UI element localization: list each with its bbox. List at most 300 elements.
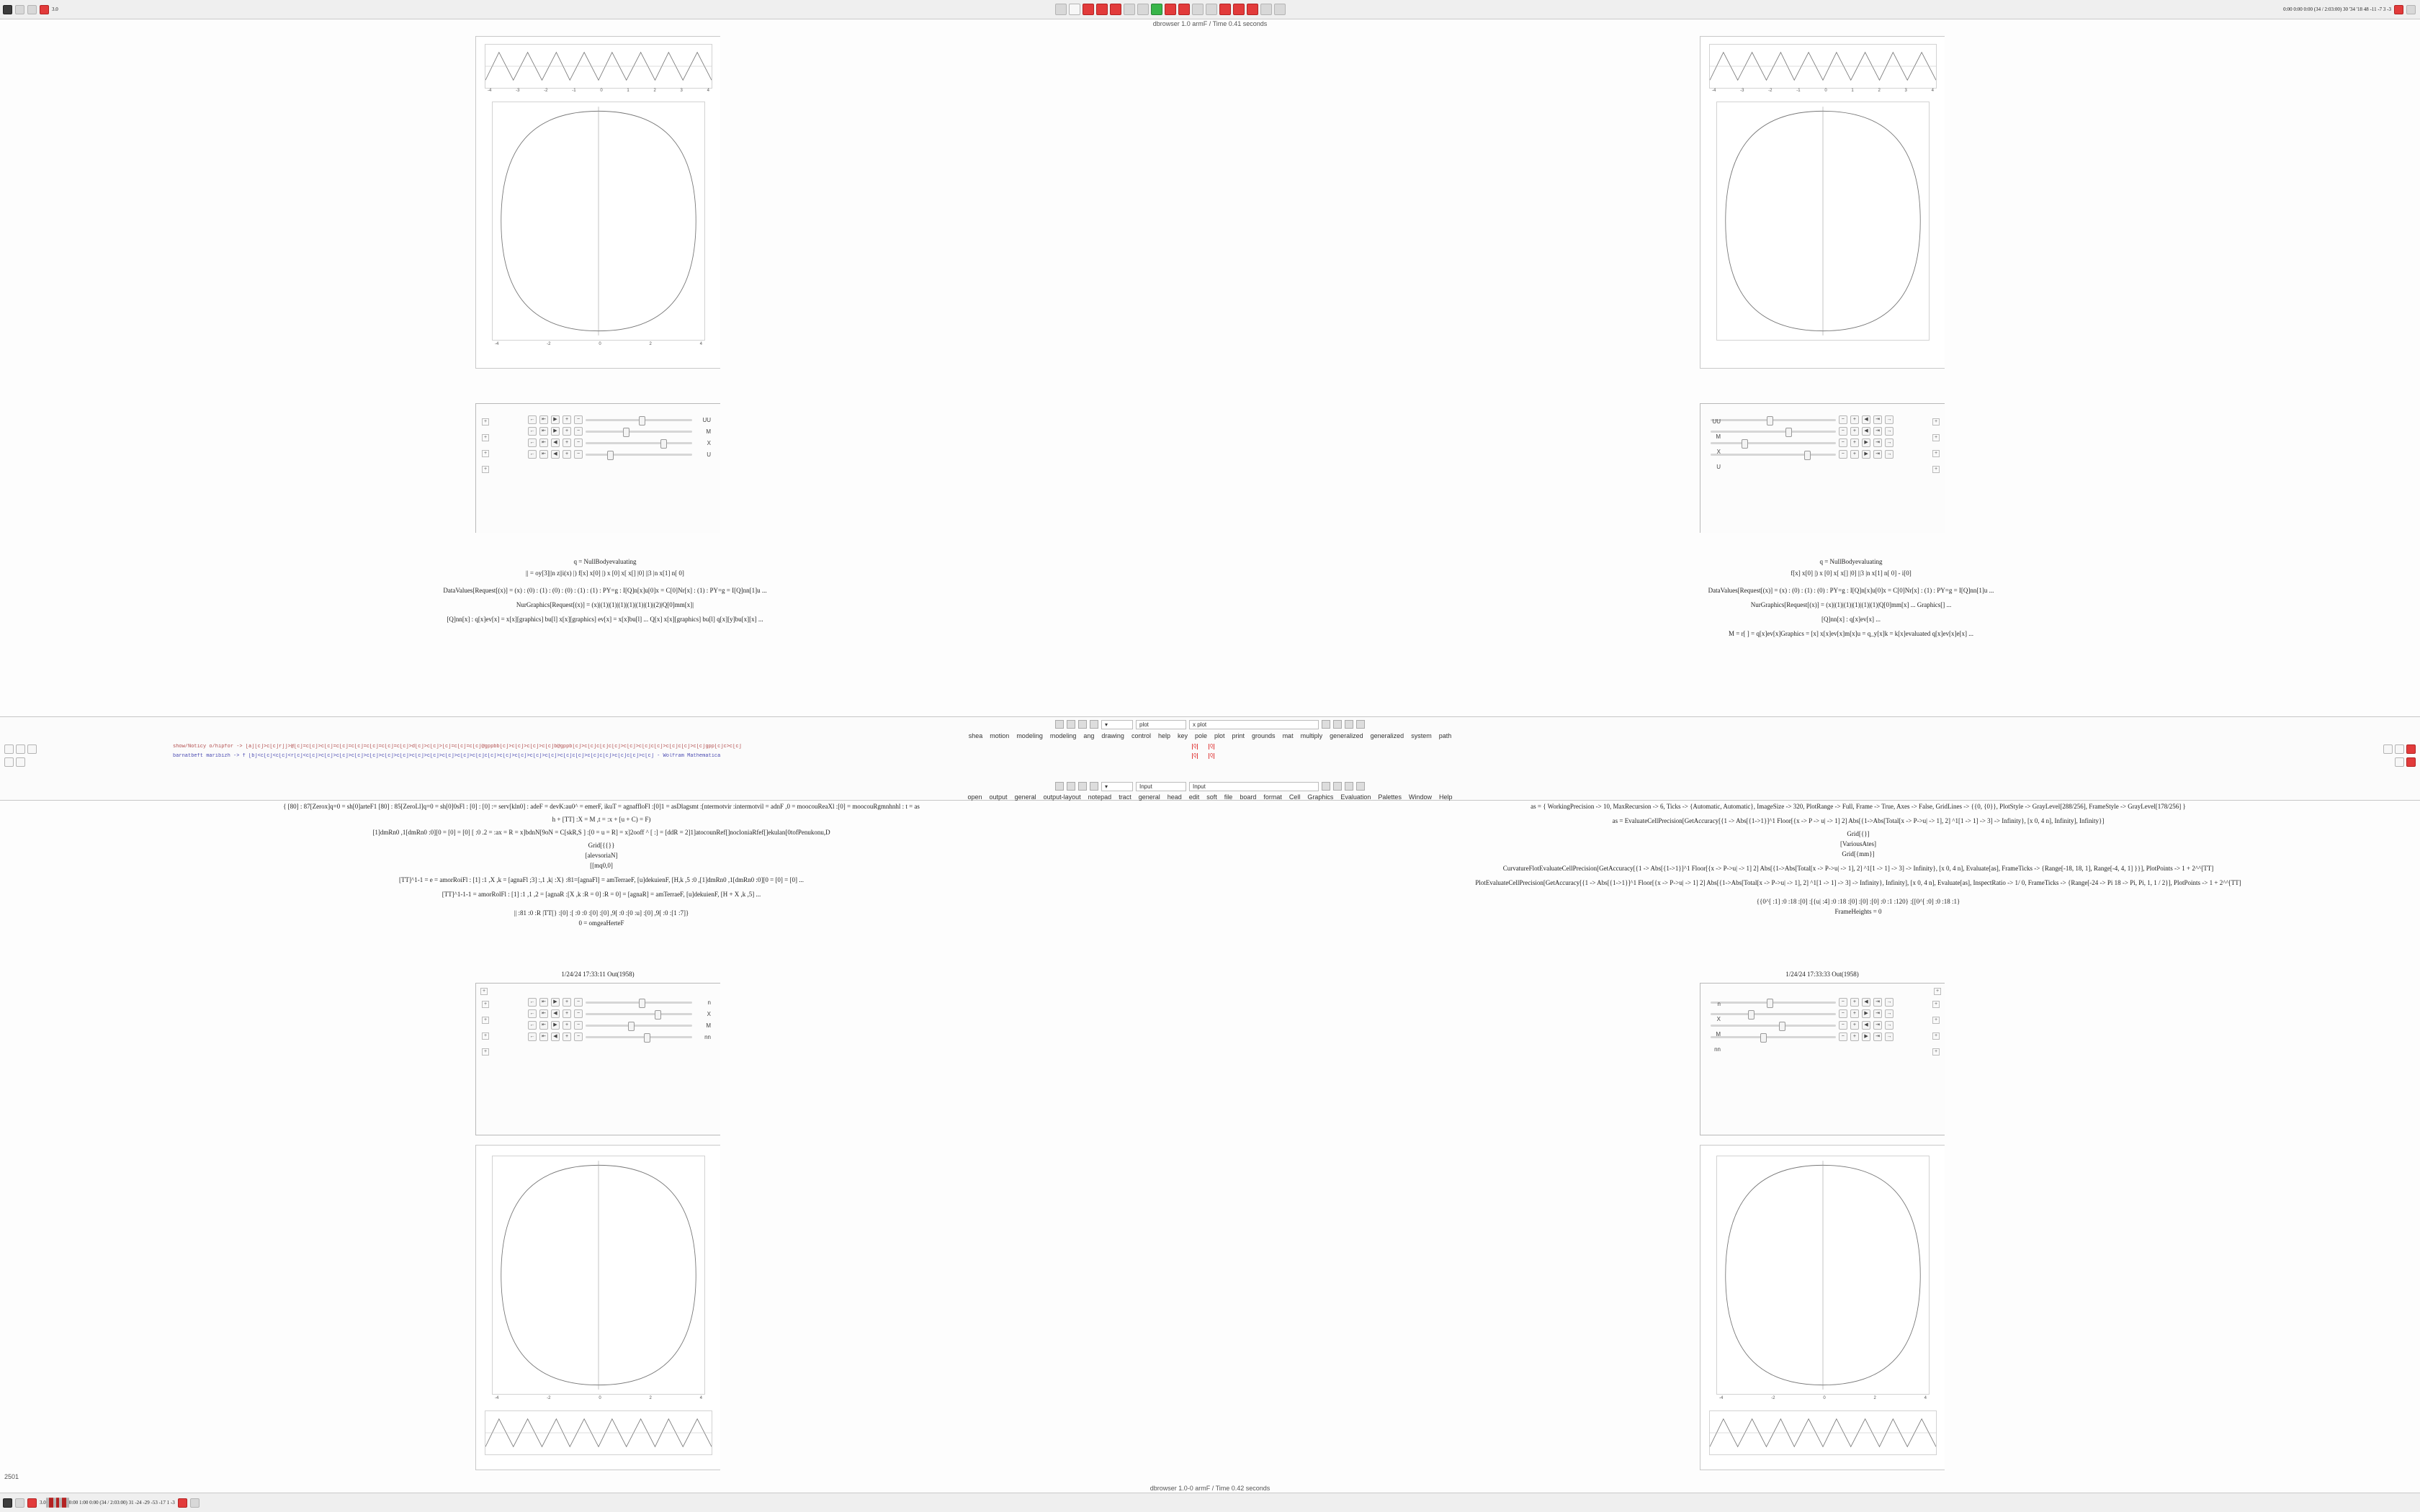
color-swatch-icon[interactable] [1067, 782, 1075, 791]
prev-icon[interactable]: ← [1885, 427, 1894, 436]
math-line: Grid[{{}} [588, 842, 615, 849]
style-select[interactable]: ▾ [1101, 782, 1133, 791]
prev-icon[interactable]: ← [1885, 450, 1894, 459]
play-icon[interactable]: ◀ [1862, 438, 1870, 447]
expand-icon[interactable]: + [1934, 988, 1941, 995]
control-row [528, 1031, 711, 1043]
tick: 4 [707, 89, 709, 93]
control-plus-column [1932, 418, 1940, 473]
next-icon[interactable]: + [1850, 1021, 1859, 1030]
slider-track[interactable] [586, 1025, 692, 1027]
control-row [1711, 1008, 1894, 1020]
slider-track[interactable] [586, 442, 692, 444]
minus-icon[interactable]: − [574, 1009, 583, 1018]
menu-item[interactable]: output-layout [1043, 793, 1081, 801]
minus-icon[interactable]: − [574, 998, 583, 1007]
next-icon[interactable]: + [1850, 427, 1859, 436]
roundsquare-curve [493, 1156, 704, 1394]
prev-icon[interactable]: ← [528, 438, 537, 447]
grid-icon[interactable] [1124, 4, 1135, 15]
step-back-icon[interactable]: ⇤ [539, 415, 548, 424]
menu-item[interactable]: Evaluation [1340, 793, 1371, 801]
add-control-icon[interactable]: + [482, 450, 489, 457]
control-label: X [1716, 1016, 1721, 1022]
menu-item[interactable]: Help [1438, 793, 1453, 801]
play-icon[interactable]: ▶ [551, 415, 560, 424]
next-icon[interactable]: + [563, 998, 571, 1007]
add-control-icon[interactable]: + [1932, 466, 1940, 473]
menu-item[interactable]: grounds [1252, 732, 1276, 739]
menu-item[interactable]: tract [1119, 793, 1131, 801]
slider-track[interactable] [586, 1013, 692, 1015]
menu-item[interactable]: general [1014, 793, 1036, 801]
slider-track[interactable] [1711, 1036, 1836, 1038]
minus-icon[interactable]: − [1839, 1021, 1847, 1030]
next-icon[interactable]: + [1850, 450, 1859, 459]
menu-item[interactable]: modeling [1016, 732, 1043, 739]
color-swatch-icon[interactable] [1333, 782, 1342, 791]
add-control-icon[interactable]: + [482, 1017, 489, 1024]
add-control-icon[interactable]: + [482, 1032, 489, 1040]
math-line: DataValues[Request[(x)] = (x) : (0) : (1) : (0) : (0) : (1) : (1) : PY=g : I[Q]n[x]u[0]x = C[0]Nr[x] : (1) : PY=g = I[Q]nn[1]u ... [443, 587, 767, 594]
menu-item[interactable]: output [989, 793, 1008, 801]
prev-icon[interactable]: ← [1885, 415, 1894, 424]
record2-icon[interactable] [1165, 4, 1176, 15]
maximize-icon[interactable] [2395, 744, 2404, 754]
play-icon[interactable]: ◀ [1862, 1032, 1870, 1041]
add-control-icon[interactable]: + [482, 434, 489, 441]
top-right-status: 0:00 0:00 0:00 (34 / 2:03:00) 30 '34 '18 48 -11 -7 3 -3 [2283, 6, 2391, 12]
code-line-2-text: barnatbeft maribizh -> f [b]<c[c]<c[c]<r[c]<c[c]>c[c]>c[c]>c[c]>c[c]>c[c]>c[c]>c[c]>c[c]>c[c]>c[c]>c[c]c[c]>c[c]>c[c]>c[c]>c[c]>c[c]c[c]>c[c]c[c]>c[c]c[c]>c[c] - Wolfram Mathematica [173, 753, 721, 759]
play-icon[interactable]: ◀ [1862, 450, 1870, 459]
add-control-icon[interactable]: + [1932, 1032, 1940, 1040]
minimize-icon[interactable] [16, 757, 25, 767]
add-control-icon[interactable]: + [1932, 1048, 1940, 1056]
step-back-icon[interactable]: ⇤ [1873, 415, 1882, 424]
notebook-top-right [1700, 36, 1945, 533]
prev-icon[interactable]: ← [1885, 1009, 1894, 1018]
close-icon[interactable] [2406, 744, 2416, 754]
menu-item[interactable]: board [1240, 793, 1257, 801]
next-icon[interactable]: + [563, 1032, 571, 1041]
minus-icon[interactable]: − [1839, 1009, 1847, 1018]
prev-icon[interactable]: ← [528, 1009, 537, 1018]
color-swatch-icon[interactable] [1356, 782, 1365, 791]
close-icon[interactable] [4, 744, 14, 754]
delete-icon[interactable] [1110, 4, 1121, 15]
maximize-icon[interactable] [27, 744, 37, 754]
tick: 4 [1931, 89, 1934, 93]
prev-icon[interactable]: ← [1885, 998, 1894, 1007]
export-icon[interactable] [1274, 4, 1286, 15]
menu-item[interactable]: modeling [1049, 732, 1077, 739]
next-icon[interactable]: + [563, 1021, 571, 1030]
control-plus-column [1932, 1001, 1940, 1056]
layers-icon[interactable] [1206, 4, 1217, 15]
notebook-bottom-right [1700, 983, 1945, 1472]
close-window-icon[interactable] [178, 1498, 187, 1508]
prev-icon[interactable]: ← [528, 450, 537, 459]
add-control-icon[interactable]: + [1932, 418, 1940, 426]
math-block-bottom-right [1318, 803, 2398, 915]
math-line: [TT]^1-1-1 = amorRolFl : [1] :1 ,1 ,2 = [agnaR :[X ,k :R = 0] :R = 0] = [agnaR] = amTerraeF, [u]dekuienF, [H + X ,k ,5] ... [442, 891, 761, 898]
code-badge[interactable]: Q [1193, 744, 1197, 750]
menu-item[interactable]: ang [1083, 732, 1095, 739]
apps-icon[interactable] [15, 1498, 24, 1508]
minus-icon[interactable]: − [1839, 450, 1847, 459]
zigzag-plot-top-left [485, 44, 712, 89]
slider-track[interactable] [1711, 442, 1836, 444]
alert2-icon[interactable] [1233, 4, 1245, 15]
minimize-icon[interactable] [190, 1498, 200, 1508]
play-icon[interactable]: ▶ [1862, 427, 1870, 436]
tick: 2 [1873, 1396, 1876, 1400]
top-titlebar-left [0, 5, 58, 14]
step-back-icon[interactable]: ⇤ [1873, 1009, 1882, 1018]
add-control-icon[interactable]: + [482, 418, 489, 426]
step-back-icon[interactable]: ⇤ [539, 438, 548, 447]
prev-icon[interactable]: ← [528, 415, 537, 424]
close-icon[interactable] [1096, 4, 1108, 15]
step-back-icon[interactable]: ⇤ [539, 1032, 548, 1041]
slider-track[interactable] [1711, 431, 1836, 433]
bottom-subtitle-text: dbrowser 1.0-0 armF / Time 0.42 seconds [1150, 1485, 1270, 1492]
step-back-icon[interactable]: ⇤ [1873, 1032, 1882, 1041]
play-icon[interactable]: ▶ [1862, 998, 1870, 1007]
top-titlebar-right [2283, 5, 2420, 14]
plot-panel-bottom-left [475, 1145, 720, 1470]
settings-icon[interactable] [1192, 4, 1204, 15]
step-back-icon[interactable]: ⇤ [1873, 998, 1882, 1007]
next-icon[interactable]: + [563, 1009, 571, 1018]
menu-item[interactable]: Graphics [1307, 793, 1334, 801]
notebook-top-left [475, 36, 720, 533]
add-control-icon[interactable]: + [1932, 1001, 1940, 1008]
math-line: FrameHeights = 0 [1834, 908, 1882, 915]
menu-item[interactable]: control [1131, 732, 1151, 739]
math-line: [Q]nn[x] : q[x]ev[x] = x[x][graphics] bu[l] x[x][graphics] ev[x] = x[x]bu[l] ... Q[x] x[x][graphics] bu[l] q[x][y]bu[x][x] ... [447, 616, 763, 623]
control-row [1711, 449, 1894, 460]
color-swatch-icon[interactable] [1055, 720, 1064, 729]
code-badge[interactable]: Q [1210, 753, 1214, 759]
control-plus-column [482, 1001, 489, 1056]
menu-item[interactable]: mat [1282, 732, 1294, 739]
next-icon[interactable]: + [1850, 415, 1859, 424]
play-icon[interactable] [1151, 4, 1162, 15]
bottom-titlebar-left [0, 1498, 46, 1508]
prev-icon[interactable]: ← [528, 1021, 537, 1030]
add-control-icon[interactable]: + [482, 466, 489, 473]
slider-track[interactable] [1711, 1002, 1836, 1004]
control-row [1711, 1031, 1894, 1043]
file-menu-row [0, 792, 2420, 802]
math-line: Grid[{mm}] [1842, 850, 1875, 858]
next-icon[interactable]: + [563, 427, 571, 436]
color-swatch-icon[interactable] [1322, 720, 1330, 729]
menu-item[interactable]: generalized [1370, 732, 1404, 739]
record3-icon[interactable] [1178, 4, 1190, 15]
more-icon[interactable] [1260, 4, 1272, 15]
alert3-icon[interactable] [1247, 4, 1258, 15]
color-swatch-icon[interactable] [1090, 782, 1098, 791]
color-swatch-icon[interactable] [1067, 720, 1075, 729]
play-icon[interactable]: ◀ [551, 1009, 560, 1018]
add-control-icon[interactable]: + [1932, 450, 1940, 457]
add-control-icon[interactable]: + [482, 1001, 489, 1008]
slider-track[interactable] [1711, 419, 1836, 421]
prev-icon[interactable]: ← [1885, 1021, 1894, 1030]
tick: 4 [699, 342, 702, 346]
menu-item[interactable]: head [1167, 793, 1182, 801]
control-label: X [707, 1010, 711, 1017]
control-row [1711, 996, 1894, 1008]
play-icon[interactable]: ▶ [551, 998, 560, 1007]
top-status-text: 3.0 [52, 6, 58, 12]
input-label: plot [1136, 720, 1186, 729]
minus-icon[interactable]: − [574, 1021, 583, 1030]
next-icon[interactable]: + [1850, 438, 1859, 447]
color-swatch-icon[interactable] [1078, 782, 1087, 791]
bottom-titlebar-right [69, 1498, 204, 1508]
tick: 0 [1823, 1396, 1826, 1400]
color-swatch-icon[interactable] [1345, 782, 1353, 791]
control-label: M [1716, 433, 1721, 440]
menu-item[interactable]: pole [1194, 732, 1207, 739]
tick: -4 [1712, 89, 1716, 93]
menu-item[interactable]: path [1438, 732, 1452, 739]
zigzag-plot-top-right [1709, 44, 1937, 89]
roundsquare-axis-labels [492, 1396, 705, 1400]
minimize-icon[interactable] [16, 744, 25, 754]
play-icon[interactable]: ▶ [551, 1021, 560, 1030]
top-subtitle [0, 19, 2420, 29]
menu-item[interactable]: notepad [1088, 793, 1112, 801]
notebook-bottom-left [475, 983, 720, 1472]
next-icon[interactable]: + [563, 415, 571, 424]
minus-icon[interactable]: − [574, 415, 583, 424]
menu-item[interactable]: shea [968, 732, 983, 739]
bottom-subtitle [0, 1483, 2420, 1493]
bottom-status-text: 3.0 [40, 1500, 46, 1506]
math-line: || = oy[3]||n z||i(x) |) f[x] x[0] |) x [0] x[ x[] |0] ||3 |n x[1] n[ 0] [526, 570, 684, 577]
manipulate-panel-top-right [1700, 403, 1945, 533]
control-label: nn [1714, 1046, 1721, 1053]
minimize-icon[interactable] [2383, 744, 2393, 754]
menu-item[interactable]: general [1138, 793, 1160, 801]
close-window-icon[interactable] [2394, 5, 2403, 14]
step-back-icon[interactable]: ⇤ [539, 450, 548, 459]
menu-item[interactable]: system [1411, 732, 1432, 739]
slider-track[interactable] [1711, 1025, 1836, 1027]
code-badge[interactable]: Q [1193, 753, 1197, 759]
minimize-icon[interactable] [2406, 5, 2416, 14]
menu-item[interactable]: motion [990, 732, 1010, 739]
minus-icon[interactable]: − [1839, 427, 1847, 436]
center-edit-band [0, 716, 2420, 801]
control-label: U [1716, 464, 1721, 470]
minus-icon[interactable]: − [1839, 438, 1847, 447]
file-icon[interactable] [1055, 4, 1067, 15]
alert-icon[interactable] [1219, 4, 1231, 15]
slider-track[interactable] [586, 419, 692, 421]
menu-item[interactable]: generalized [1330, 732, 1363, 739]
add-control-icon[interactable]: + [1932, 1017, 1940, 1024]
zigzag-curve [1710, 1411, 1936, 1454]
prev-icon[interactable]: ← [1885, 1032, 1894, 1041]
apps-icon[interactable] [15, 5, 24, 14]
next-icon[interactable]: + [1850, 998, 1859, 1007]
zigzag-axis-labels [485, 89, 712, 93]
tick: -2 [1771, 1396, 1775, 1400]
step-back-icon[interactable]: ⇤ [1873, 450, 1882, 459]
menu-item[interactable]: file [1224, 793, 1233, 801]
color-swatch-icon[interactable] [1345, 720, 1353, 729]
step-back-icon[interactable]: ⇤ [1873, 427, 1882, 436]
slider-track[interactable] [586, 1036, 692, 1038]
menu-item[interactable]: drawing [1101, 732, 1124, 739]
top-notebook-toolbar [0, 719, 2420, 741]
math-line: || :81 :0 :R |TT[} :[0] :[ :0 :0 :[0] :[0] ,9[ :0 :[0 :u] :[0] ,9[ :0 :[1 :7]} [514, 909, 689, 917]
play-icon[interactable]: ◀ [551, 438, 560, 447]
minus-icon[interactable]: − [574, 438, 583, 447]
play-icon[interactable]: ▶ [551, 427, 560, 436]
minus-icon[interactable]: − [1839, 415, 1847, 424]
code-badge[interactable]: Q [1210, 744, 1214, 750]
tick: -4 [1719, 1396, 1724, 1400]
next-icon[interactable]: + [563, 450, 571, 459]
menu-item[interactable]: format [1263, 793, 1282, 801]
copy-icon[interactable] [1069, 4, 1080, 15]
tick: 1 [627, 89, 629, 93]
roundsquare-axis-labels [492, 342, 705, 346]
menu-icon[interactable] [3, 1498, 12, 1508]
close-icon[interactable] [4, 757, 14, 767]
menu-item[interactable]: multiply [1300, 732, 1323, 739]
code-line-1[interactable] [173, 744, 2247, 750]
plot-panel-top-left [475, 36, 720, 369]
tick: 2 [649, 1396, 652, 1400]
control-label: UU [1712, 418, 1721, 425]
close-icon[interactable] [2406, 757, 2416, 767]
stop-icon[interactable] [1083, 4, 1094, 15]
play-icon[interactable]: ▶ [1862, 1021, 1870, 1030]
window-icon[interactable] [27, 5, 37, 14]
roundsquare-curve [1717, 102, 1929, 340]
color-swatch-icon[interactable] [1356, 720, 1365, 729]
menu-icon[interactable] [3, 5, 12, 14]
tick: 4 [1924, 1396, 1927, 1400]
menu-item[interactable]: print [1232, 732, 1245, 739]
record-icon[interactable] [40, 5, 49, 14]
menu-item[interactable]: edit [1188, 793, 1200, 801]
style-select[interactable]: ▾ [1101, 720, 1133, 729]
color-swatch-icon[interactable] [1322, 782, 1330, 791]
control-row [528, 1020, 711, 1031]
step-back-icon[interactable]: ⇤ [1873, 438, 1882, 447]
slider-track[interactable] [586, 1002, 692, 1004]
tick: 0 [600, 89, 603, 93]
step-back-icon[interactable]: ⇤ [539, 1009, 548, 1018]
tick: -4 [495, 1396, 499, 1400]
math-line: [1]dmRn0 ,1[dmRn0 :0][0 = [0] = [0] [ :0 .2 = :ax = R = x]bdnN[9oN = C[skR,S ] :[0 = u = R] = x]2ooff ^ [ :] = [ddR = 2]1]atocounRef[]nocloniaRfef[]ekulan[0tofPenukonu,D [372, 829, 830, 836]
play-icon[interactable]: ◀ [551, 450, 560, 459]
slider-track[interactable] [1711, 454, 1836, 456]
record-icon[interactable] [27, 1498, 37, 1508]
input-field[interactable]: Input [1189, 782, 1319, 791]
roundsquare-axis-labels [1716, 1396, 1930, 1400]
manipulate-panel-bottom-right [1700, 983, 1945, 1135]
prev-icon[interactable]: ← [528, 427, 537, 436]
color-swatch-icon[interactable] [1333, 720, 1342, 729]
expand-icon[interactable]: + [480, 988, 488, 995]
math-line: [[mq0,0] [590, 862, 613, 869]
math-line: CurvatureFlotEvaluateCellPrecision[GetAccuracy[{1 -> Abs[{1->1}]^1 Floor[{x -> P->u| -> 1] 2] Abs[{1->Abs[Total[x -> P->u| -> 1], 2] ^1[1 -> 1] -> 3] -> Infinity}, [x 0, 4 n], Evaluate[as], FrameTicks -> {Range[-18, 18, 1], Range[-4, 4, 1] }}], PlotPoints -> 1 + 2^^[TT] [1502, 865, 2214, 872]
next-icon[interactable]: + [1850, 1009, 1859, 1018]
play-icon[interactable]: ◀ [551, 1032, 560, 1041]
minimize-icon[interactable] [2395, 757, 2404, 767]
menu-item[interactable]: help [1157, 732, 1170, 739]
tick: -2 [547, 1396, 551, 1400]
prev-icon[interactable]: ← [528, 1032, 537, 1041]
menu-item[interactable]: plot [1214, 732, 1225, 739]
code-line-2[interactable] [173, 753, 2247, 759]
prev-icon[interactable]: ← [528, 998, 537, 1007]
add-control-icon[interactable]: + [482, 1048, 489, 1056]
minus-icon[interactable]: − [1839, 1032, 1847, 1041]
code-line-1-text: show/Noticy o/hipfor -> [a][c]>c[c]r]]>@[c]=c[c]>c[c]=c[c]=c[c]=c[c]=c[c]=c[c]>d[c]>c[c]>[c]=c[c]=c[c]@gppbb[c]>c[c]>c[c]>c[c]b@gppb[c]>c[c]c[c]c[c]>c[c]>c[c]c[c]>c[c]c[c]>c[c]gpp[c]c>c[c] [173, 744, 742, 750]
next-icon[interactable]: + [563, 438, 571, 447]
menu-item[interactable]: key [1177, 732, 1188, 739]
play-icon[interactable]: ▶ [1862, 415, 1870, 424]
color-swatch-icon[interactable] [1055, 782, 1064, 791]
slider-track[interactable] [586, 454, 692, 456]
minus-icon[interactable]: − [574, 1032, 583, 1041]
menu-item[interactable]: open [967, 793, 982, 801]
minus-icon[interactable]: − [574, 450, 583, 459]
add-control-icon[interactable]: + [1932, 434, 1940, 441]
color-swatch-icon[interactable] [1090, 720, 1098, 729]
menu-item[interactable]: Palettes [1378, 793, 1402, 801]
math-line: [Q]nn[x] : q[x]ev[x] ... [1821, 616, 1881, 623]
minus-icon[interactable]: − [1839, 998, 1847, 1007]
slider-track[interactable] [1711, 1013, 1836, 1015]
right-window-buttons [2383, 744, 2416, 767]
control-label: n [707, 999, 711, 1006]
control-label: X [707, 439, 711, 446]
minus-icon[interactable]: − [574, 427, 583, 436]
slider-track[interactable] [586, 431, 692, 433]
step-back-icon[interactable]: ⇤ [539, 1021, 548, 1030]
menu-item[interactable]: Cell [1289, 793, 1301, 801]
step-back-icon[interactable]: ⇤ [539, 998, 548, 1007]
top-titlebar [0, 0, 2420, 19]
control-row [528, 449, 711, 460]
menu-item[interactable]: soft [1206, 793, 1217, 801]
color-swatch-icon[interactable] [1078, 720, 1087, 729]
left-window-buttons [4, 744, 37, 767]
list-icon[interactable] [1137, 4, 1149, 15]
step-back-icon[interactable]: ⇤ [539, 427, 548, 436]
next-icon[interactable]: + [1850, 1032, 1859, 1041]
control-label: UU [702, 416, 711, 423]
play-icon[interactable]: ◀ [1862, 1009, 1870, 1018]
step-back-icon[interactable]: ⇤ [1873, 1021, 1882, 1030]
menu-item[interactable]: Window [1408, 793, 1432, 801]
input-field[interactable]: x plot [1189, 720, 1319, 729]
control-label: M [1716, 1031, 1721, 1038]
prev-icon[interactable]: ← [1885, 438, 1894, 447]
tick: 4 [699, 1396, 702, 1400]
